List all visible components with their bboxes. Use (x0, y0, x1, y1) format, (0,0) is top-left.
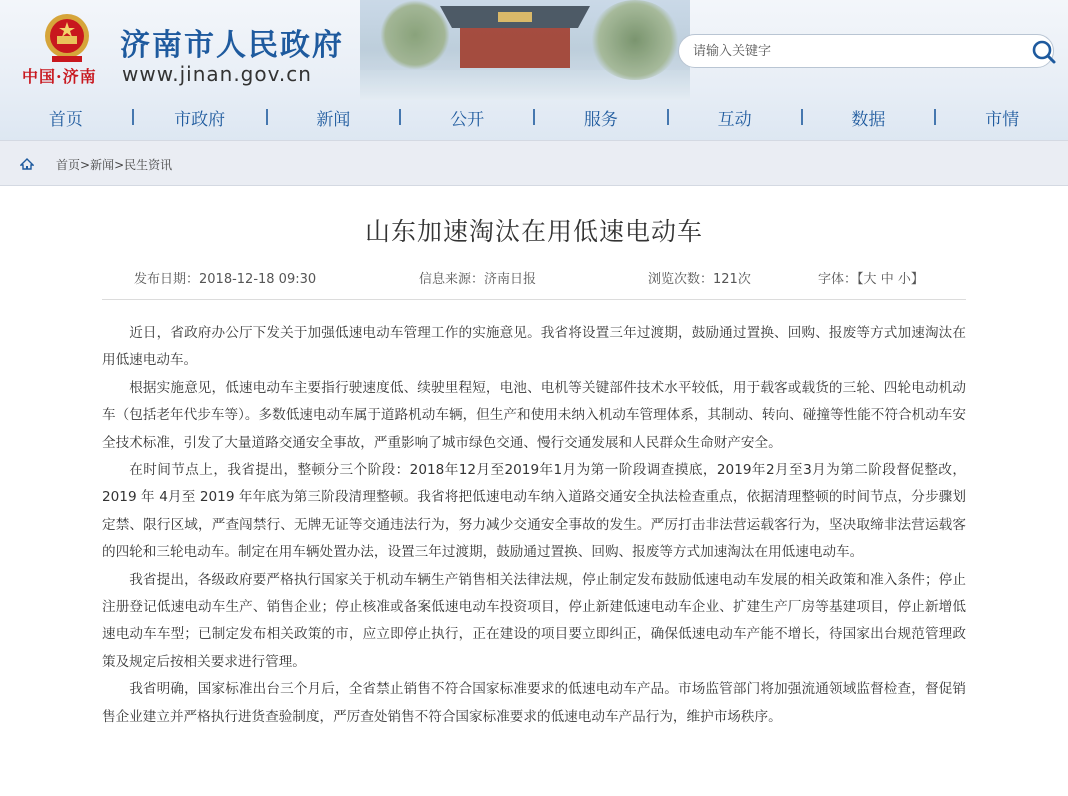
breadcrumb-livelihood[interactable]: 民生资讯 (124, 158, 173, 172)
search-button[interactable] (1030, 39, 1058, 65)
search-input[interactable] (678, 34, 1054, 68)
main-nav (0, 100, 1068, 134)
article-paragraph: 我省明确，国家标准出台三个月后，全省禁止销售不符合国家标准要求的低速电动车产品。市场监管部门将加强流通领域监督检查，督促销售企业建立并严格执行进货查验制度，严厉查处销售不符合国家标准要求的低速电动车产品行为，维护市场秩序。 (102, 681, 966, 725)
font-size-bracket: 【 (857, 272, 864, 287)
brand-tag: 中国·济南 (22, 67, 97, 86)
nav-item-home[interactable]: 首页 (48, 109, 83, 130)
nav-separator (667, 109, 669, 125)
breadcrumb-home[interactable]: 首页 (56, 158, 81, 172)
article-source: 信息来源：济南日报 (419, 272, 537, 287)
breadcrumb-news[interactable]: 新闻 (90, 158, 115, 172)
site-header (0, 0, 1068, 140)
search-box (678, 34, 1068, 70)
font-size-bracket: 】 (910, 272, 924, 287)
site-title[interactable]: 济南市人民政府 (120, 28, 344, 63)
nav-item-data[interactable]: 数据 (851, 109, 886, 130)
nav-separator (934, 109, 936, 125)
header-banner-image (360, 0, 690, 100)
nav-item-city-government[interactable]: 市政府 (174, 109, 226, 130)
nav-item-interaction[interactable]: 互动 (717, 109, 752, 130)
article-paragraph: 近日，省政府办公厅下发关于加强低速电动车管理工作的实施意见。我省将设置三年过渡期，鼓励通过置换、回购、报废等方式加速淘汰在用低速电动车。 (102, 325, 966, 369)
font-size-small[interactable]: 小 (897, 272, 911, 287)
site-url: www.jinan.gov.cn (122, 62, 312, 86)
font-size-medium[interactable]: 中 (880, 272, 894, 287)
nav-item-service[interactable]: 服务 (583, 109, 618, 130)
view-count: 浏览次数：121次 (648, 272, 751, 287)
nav-item-city-info[interactable]: 市情 (985, 109, 1020, 130)
article-body (102, 320, 966, 731)
search-icon (1030, 39, 1058, 65)
home-icon[interactable] (20, 157, 34, 171)
breadcrumb-separator: > (114, 158, 125, 172)
article-meta (102, 268, 966, 290)
breadcrumb (0, 140, 1068, 186)
font-size-label: 字体： (818, 272, 858, 287)
article-title: 山东加速淘汰在用低速电动车 (364, 217, 703, 246)
nav-separator (801, 109, 803, 125)
national-emblem-icon (38, 12, 96, 64)
nav-separator (399, 109, 401, 125)
breadcrumb-separator: > (80, 158, 91, 172)
nav-separator (132, 109, 134, 125)
nav-item-news[interactable]: 新闻 (316, 109, 351, 130)
font-size-large[interactable]: 大 (863, 272, 877, 287)
article-paragraph: 我省提出，各级政府要严格执行国家关于机动车辆生产销售相关法律法规，停止制定发布鼓励低速电动车发展的相关政策和准入条件；停止注册登记低速电动车生产、销售企业；停止核准或备案低速电动车投资项目，停止新建低速电动车企业、扩建生产厂房等基建项目，停止新增低速电动车车型；已制定发布相关政策的市，应立即停止执行，正在建设的项目要立即纠正，确保低速电动车产能不增长，待国家出台规范管理政策及规定后按相关要求进行管理。 (102, 571, 966, 670)
font-size-control (818, 268, 924, 287)
article-paragraph: 根据实施意见，低速电动车主要指行驶速度低、续驶里程短，电池、电机等关键部件技术水平较低，用于载客或载货的三轮、四轮电动机动车（包括老年代步车等）。多数低速电动车属于道路机动车辆，但生产和使用未纳入机动车管理体系，其制动、转向、碰撞等性能不符合机动车安全技术标准，引发了大量道路交通安全事故，严重影响了城市绿色交通、慢行交通发展和人民群众生命财产安全。 (102, 379, 966, 451)
nav-item-public[interactable]: 公开 (450, 109, 485, 130)
nav-separator (266, 109, 268, 125)
article-paragraph: 在时间节点上，我省提出，整顿分三个阶段：2018年12月至2019年1月为第一阶段调查摸底，2019年2月至3月为第二阶段督促整改，2019 年 4月至 2019 年年底为第三阶段清理整顿。我省将把低速电动车纳入道路交通安全执法检查重点，依据清理整顿的时间节点，分步骤划定禁、限行区域，严查闯禁行、无牌无证等交通违法行为，努力减少交通安全事故的发生。严厉打击非法营运载客行为，坚决取缔非法营运载客的四轮和三轮电动车。制定在用车辆处置办法，设置三年过渡期，鼓励通过置换、回购、报废等方式加速淘汰在用低速电动车。 (102, 462, 966, 561)
title-divider (102, 299, 966, 300)
nav-separator (533, 109, 535, 125)
publish-date: 发布日期：2018-12-18 09:30 (134, 272, 317, 287)
breadcrumb-trail (56, 156, 172, 173)
